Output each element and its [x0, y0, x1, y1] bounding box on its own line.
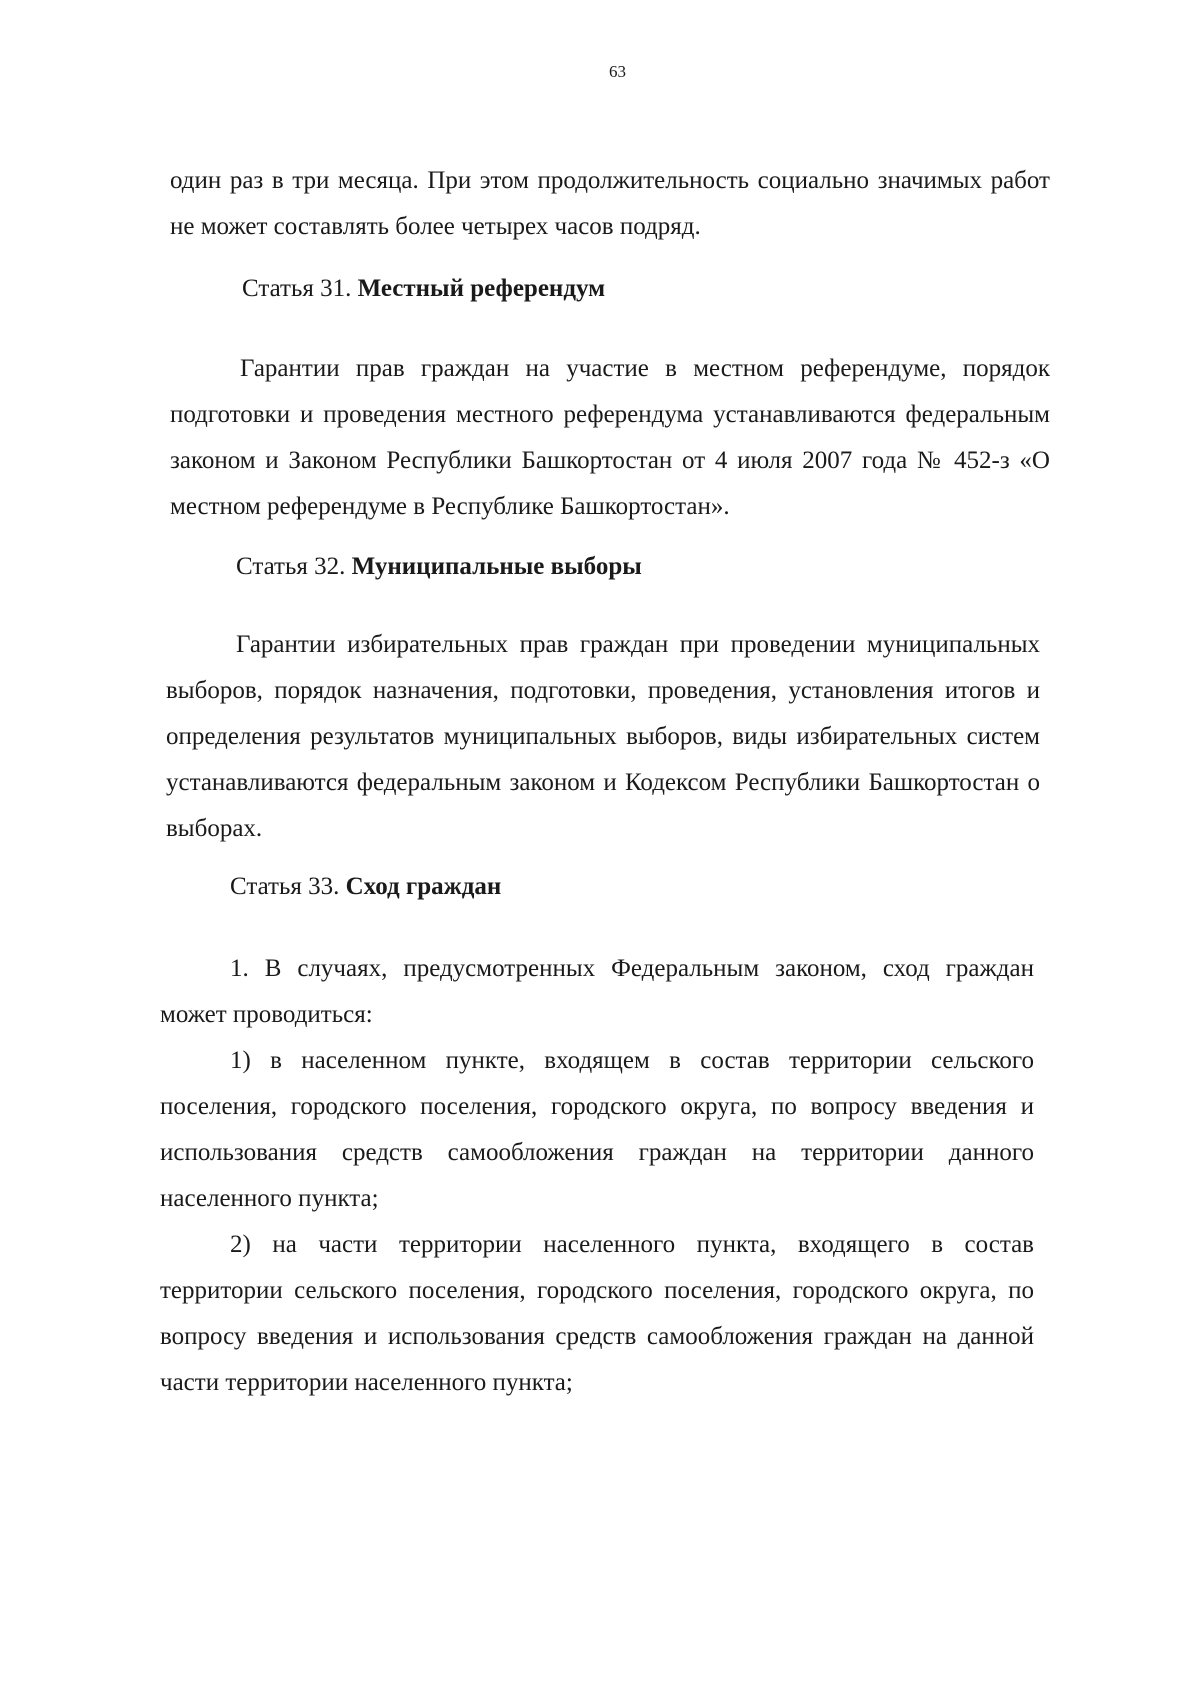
- article-31-prefix: Статья 31.: [242, 275, 352, 302]
- article-32-title: Муниципальные выборы: [351, 553, 642, 580]
- article-33-heading: [230, 870, 501, 904]
- article-33-title: Сход граждан: [345, 873, 502, 900]
- article-33-body: [160, 946, 1034, 1406]
- article-33-item2: 2) на части территории населенного пункта, входящего в состав территории сельского поселения, городского поселения, городского округа, по вопросу введения и использования средств самообложения граждан на данной части территории населенного пункта;: [160, 1231, 1034, 1396]
- article-31-body: [170, 346, 1050, 530]
- article-33-item1: 1) в населенном пункте, входящем в состав территории сельского поселения, городского поселения, городского округа, по вопросу введения и использования средств самообложения граждан на территории данного населенного пункта;: [160, 1047, 1034, 1212]
- article-31-heading: [242, 272, 605, 306]
- article-32-prefix: Статья 32.: [236, 553, 346, 580]
- article-32-text: Гарантии избирательных прав граждан при проведении муниципальных выборов, порядок назначения, подготовки, проведения, установления итогов и определения результатов муниципальных выборов, виды избирательных систем устанавливаются федеральным законом и Кодексом Республики Башкортостан о выборах.: [166, 631, 1040, 842]
- page-number: 63: [609, 62, 626, 81]
- article-32-heading: [236, 550, 642, 584]
- article-31-title: Местный референдум: [357, 275, 606, 302]
- intro-paragraph: [170, 158, 1050, 250]
- intro-text: один раз в три месяца. При этом продолжительность социально значимых работ не может составлять более четырех часов подряд.: [170, 167, 1050, 240]
- article-31-text: Гарантии прав граждан на участие в местном референдуме, порядок подготовки и проведения местного референдума устанавливаются федеральным законом и Законом Республики Башкортостан от 4 июля 2007 года № 452-з «О местном референдуме в Республике Башкортостан».: [170, 355, 1050, 520]
- article-32-body: [166, 622, 1040, 852]
- article-33-para1: 1. В случаях, предусмотренных Федеральным законом, сход граждан может проводиться:: [160, 955, 1034, 1028]
- article-33-prefix: Статья 33.: [230, 873, 340, 900]
